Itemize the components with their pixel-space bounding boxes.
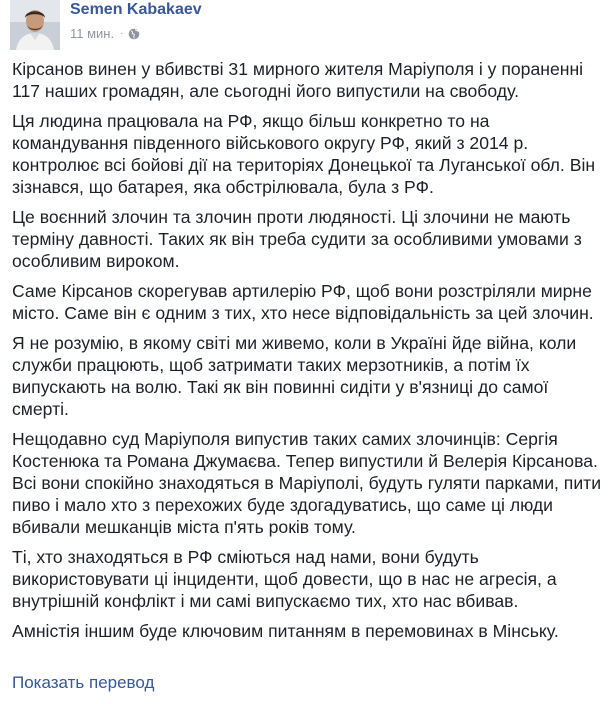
post-text-line: Кірсанов винен у вбивстві 31 мирного жителя Маріуполя і у пораненні — [12, 59, 584, 79]
post-text-line: пиво і мало хто з перехожих буде здогадуватись, що саме ці люди — [12, 495, 554, 515]
post-paragraph — [12, 58, 608, 102]
post-text-line: випускають на волю. Такі як він повинні сидіти у в'язниці до самої смерті. — [12, 377, 549, 419]
post-text-line: Саме Кірсанов скорегував артилерію РФ, щоб вони розстріляли мирне — [12, 281, 592, 301]
post-paragraph — [12, 332, 608, 420]
see-translation-link[interactable]: Показать перевод — [12, 673, 155, 692]
author-avatar[interactable] — [10, 0, 60, 50]
globe-icon[interactable] — [128, 28, 140, 40]
post-text-line: місто. Саме він є одним з тих, хто несе відповідальність за цей злочин. — [12, 303, 594, 323]
post-text-line: 117 наших громадян, але сьогодні його випустили на свободу. — [12, 81, 519, 101]
post-text-line: контролює всі бойові дії на територіях Донецької та Луганської обл. Він — [12, 155, 596, 175]
post-text-line: командування південного військового округу РФ, який з 2014 р. — [12, 133, 529, 153]
post-text-line: використовувати ці інциденти, щоб довести, що в нас не агресія, а — [12, 569, 557, 589]
post-paragraph — [12, 110, 608, 198]
post-body — [12, 58, 608, 650]
post-text-line: Ця людина працювала на РФ, якщо більш конкретно то на — [12, 111, 490, 131]
post-text-line: Ті, хто знаходяться в РФ сміються над нами, вони будуть — [12, 547, 479, 567]
post-text-line: особливим вироком. — [12, 251, 180, 271]
post-text-line: служби працюють, щоб затримати таких мерзотників, а потім їх — [12, 355, 530, 375]
post-header — [10, 0, 606, 56]
avatar-portrait — [10, 0, 60, 50]
post-text-line: Я не розумію, в якому світі ми живемо, коли в Україні йде війна, коли — [12, 333, 577, 353]
post-text-line: Костенюка та Романа Джумаєва. Тепер випустили й Велерія Кірсанова. — [12, 451, 598, 471]
post-text-line: Всі вони спокійно знаходяться в Маріуполі, будуть гуляти парками, пити — [12, 473, 602, 493]
post-text-line: Нещодавно суд Маріуполя випустив таких самих злочинців: Сергія — [12, 429, 558, 449]
post-paragraph — [12, 280, 608, 324]
meta-separator: · — [120, 28, 124, 39]
post-text-line: внутрішній конфлікт і ми самі випускаємо тих, хто нас вбивав. — [12, 591, 519, 611]
post-timestamp[interactable]: 11 мин. — [70, 26, 115, 41]
post-text-line: Амністія іншим буде ключовим питанням в перемовинах в Мінську. — [12, 621, 559, 641]
post-paragraph — [12, 620, 608, 642]
post-text-line: вбивали мешканців міста п'ять років тому. — [12, 517, 356, 537]
post-text-line: зізнався, що батарея, яка обстрілювала, була з РФ. — [12, 177, 434, 197]
author-name[interactable]: Semen Kabakaev — [70, 1, 202, 18]
post-meta — [70, 26, 140, 41]
post-text-line: терміну давності. Таких як він треба судити за особливими умовами з — [12, 229, 582, 249]
post-paragraph — [12, 206, 608, 272]
post-text-line: Це воєнний злочин та злочин проти людяності. Ці злочини не мають — [12, 207, 571, 227]
post-paragraph — [12, 546, 608, 612]
post-paragraph — [12, 428, 608, 538]
